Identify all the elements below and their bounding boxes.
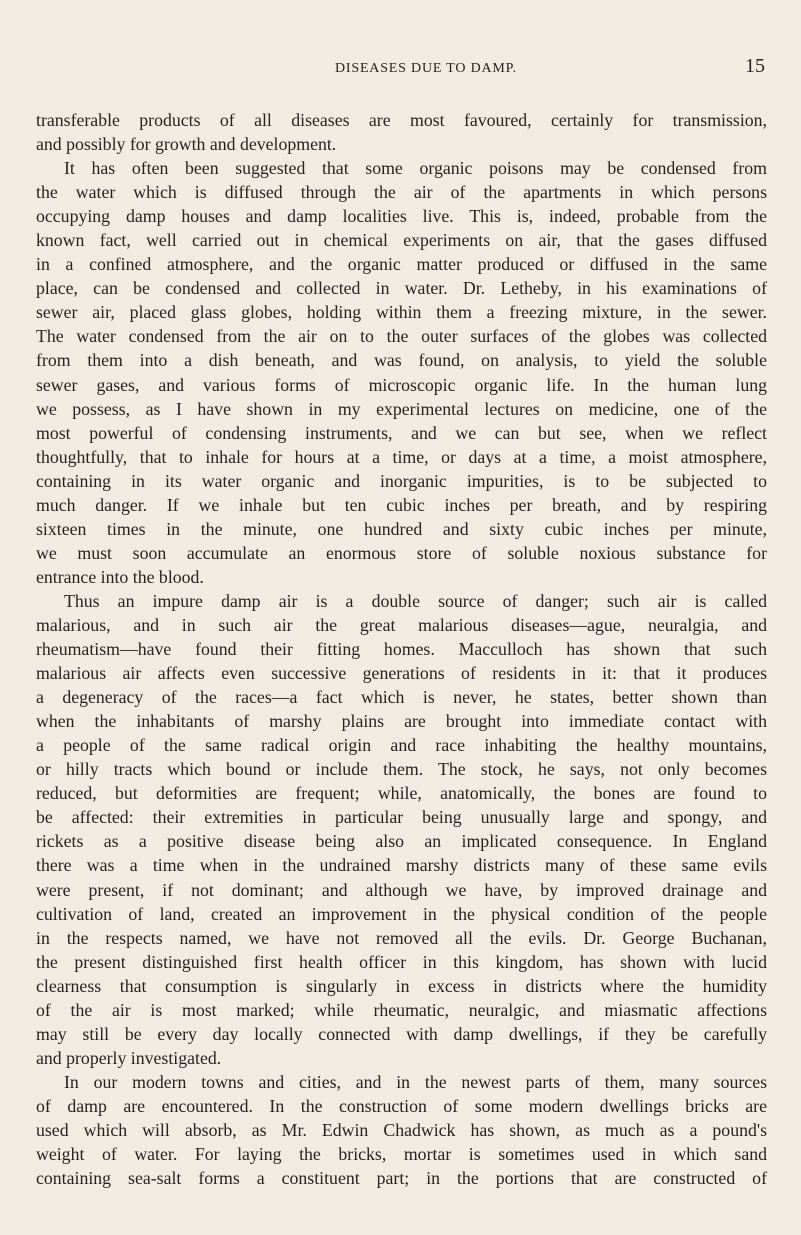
text-line: and properly investigated. — [36, 1047, 222, 1068]
text-line: clearness that consumption is singularly in excess in districts where the humidity — [36, 975, 767, 996]
text-line: malarious air affects even successive generations of residents in it: that it produces — [36, 663, 767, 684]
text-line: The water condensed from the air on to the outer surfaces of the globes was collected — [36, 326, 767, 347]
text-line: weight of water. For laying the bricks, mortar is sometimes used in which sand — [36, 1144, 767, 1165]
paragraph-start-line: It has often been suggested that some organic poisons may be condensed from — [64, 158, 767, 179]
text-line: when the inhabitants of marshy plains are brought into immediate contact with — [36, 711, 767, 732]
text-line: may still be every day locally connected with damp dwellings, if they be carefully — [36, 1023, 767, 1044]
text-line: thoughtfully, that to inhale for hours at a time, or days at a time, a moist atmosphere, — [36, 446, 767, 467]
text-line: be affected: their extremities in particular being unusually large and spongy, and — [36, 807, 767, 828]
text-line: were present, if not dominant; and although we have, by improved drainage and — [36, 879, 767, 900]
text-line: a degeneracy of the races—a fact which is never, he states, better shown than — [36, 687, 767, 708]
text-line: we possess, as I have shown in my experimental lectures on medicine, one of the — [36, 398, 767, 419]
running-head — [0, 55, 801, 85]
text-line: much danger. If we inhale but ten cubic inches per breath, and by respiring — [36, 494, 767, 515]
text-line: occupying damp houses and damp localities live. This is, indeed, probable from the — [36, 206, 767, 227]
text-line: reduced, but deformities are frequent; while, anatomically, the bones are found to — [36, 783, 767, 804]
text-line: the present distinguished first health officer in this kingdom, has shown with lucid — [36, 951, 767, 972]
text-line: sewer gases, and various forms of microscopic organic life. In the human lung — [36, 374, 767, 395]
text-line: and possibly for growth and development. — [36, 134, 337, 155]
text-line: used which will absorb, as Mr. Edwin Chadwick has shown, as much as a pound's — [36, 1119, 767, 1140]
text-line: transferable products of all diseases are most favoured, certainly for transmission, — [36, 110, 767, 130]
text-line: the water which is diffused through the air of the apartments in which persons — [36, 182, 767, 203]
paragraph-start-line: In our modern towns and cities, and in the newest parts of them, many sources — [64, 1071, 767, 1092]
body-text — [36, 108, 767, 1190]
text-line: most powerful of condensing instruments, and we can but see, when we reflect — [36, 422, 767, 443]
page-number: 15 — [745, 55, 765, 77]
text-line: malarious, and in such air the great malarious diseases—ague, neuralgia, and — [36, 614, 767, 635]
text-line: or hilly tracts which bound or include them. The stock, he says, not only becomes — [36, 759, 767, 780]
text-line: rheumatism—have found their fitting homes. Macculloch has shown that such — [36, 639, 767, 660]
text-line: in a confined atmosphere, and the organic matter produced or diffused in the same — [36, 254, 767, 275]
text-line: containing in its water organic and inorganic impurities, is to be subjected to — [36, 470, 767, 491]
text-line: we must soon accumulate an enormous store of soluble noxious substance for — [36, 542, 767, 563]
text-line: containing sea-salt forms a constituent part; in the portions that are constructed of — [36, 1168, 767, 1189]
text-line: there was a time when in the undrained marshy districts many of these same evils — [36, 855, 767, 876]
text-line: cultivation of land, created an improvement in the physical condition of the people — [36, 903, 767, 924]
text-line: place, can be condensed and collected in water. Dr. Letheby, in his examinations of — [36, 278, 767, 299]
text-line: of the air is most marked; while rheumatic, neuralgic, and miasmatic affections — [36, 999, 767, 1020]
paragraph-start-line: Thus an impure damp air is a double source of danger; such air is called — [64, 590, 767, 611]
text-line: entrance into the blood. — [36, 566, 204, 587]
text-line: a people of the same radical origin and race inhabiting the healthy mountains, — [36, 735, 767, 756]
text-line: sixteen times in the minute, one hundred and sixty cubic inches per minute, — [36, 518, 767, 539]
text-line: from them into a dish beneath, and was found, on analysis, to yield the soluble — [36, 350, 767, 371]
text-line: of damp are encountered. In the construction of some modern dwellings bricks are — [36, 1095, 767, 1116]
running-title: DISEASES DUE TO DAMP. — [335, 61, 517, 76]
text-line: in the respects named, we have not removed all the evils. Dr. George Buchanan, — [36, 927, 767, 948]
text-line: known fact, well carried out in chemical experiments on air, that the gases diffused — [36, 230, 767, 251]
text-line: rickets as a positive disease being also an implicated consequence. In England — [36, 831, 767, 852]
text-line: sewer air, placed glass globes, holding within them a freezing mixture, in the sewer. — [36, 302, 767, 323]
